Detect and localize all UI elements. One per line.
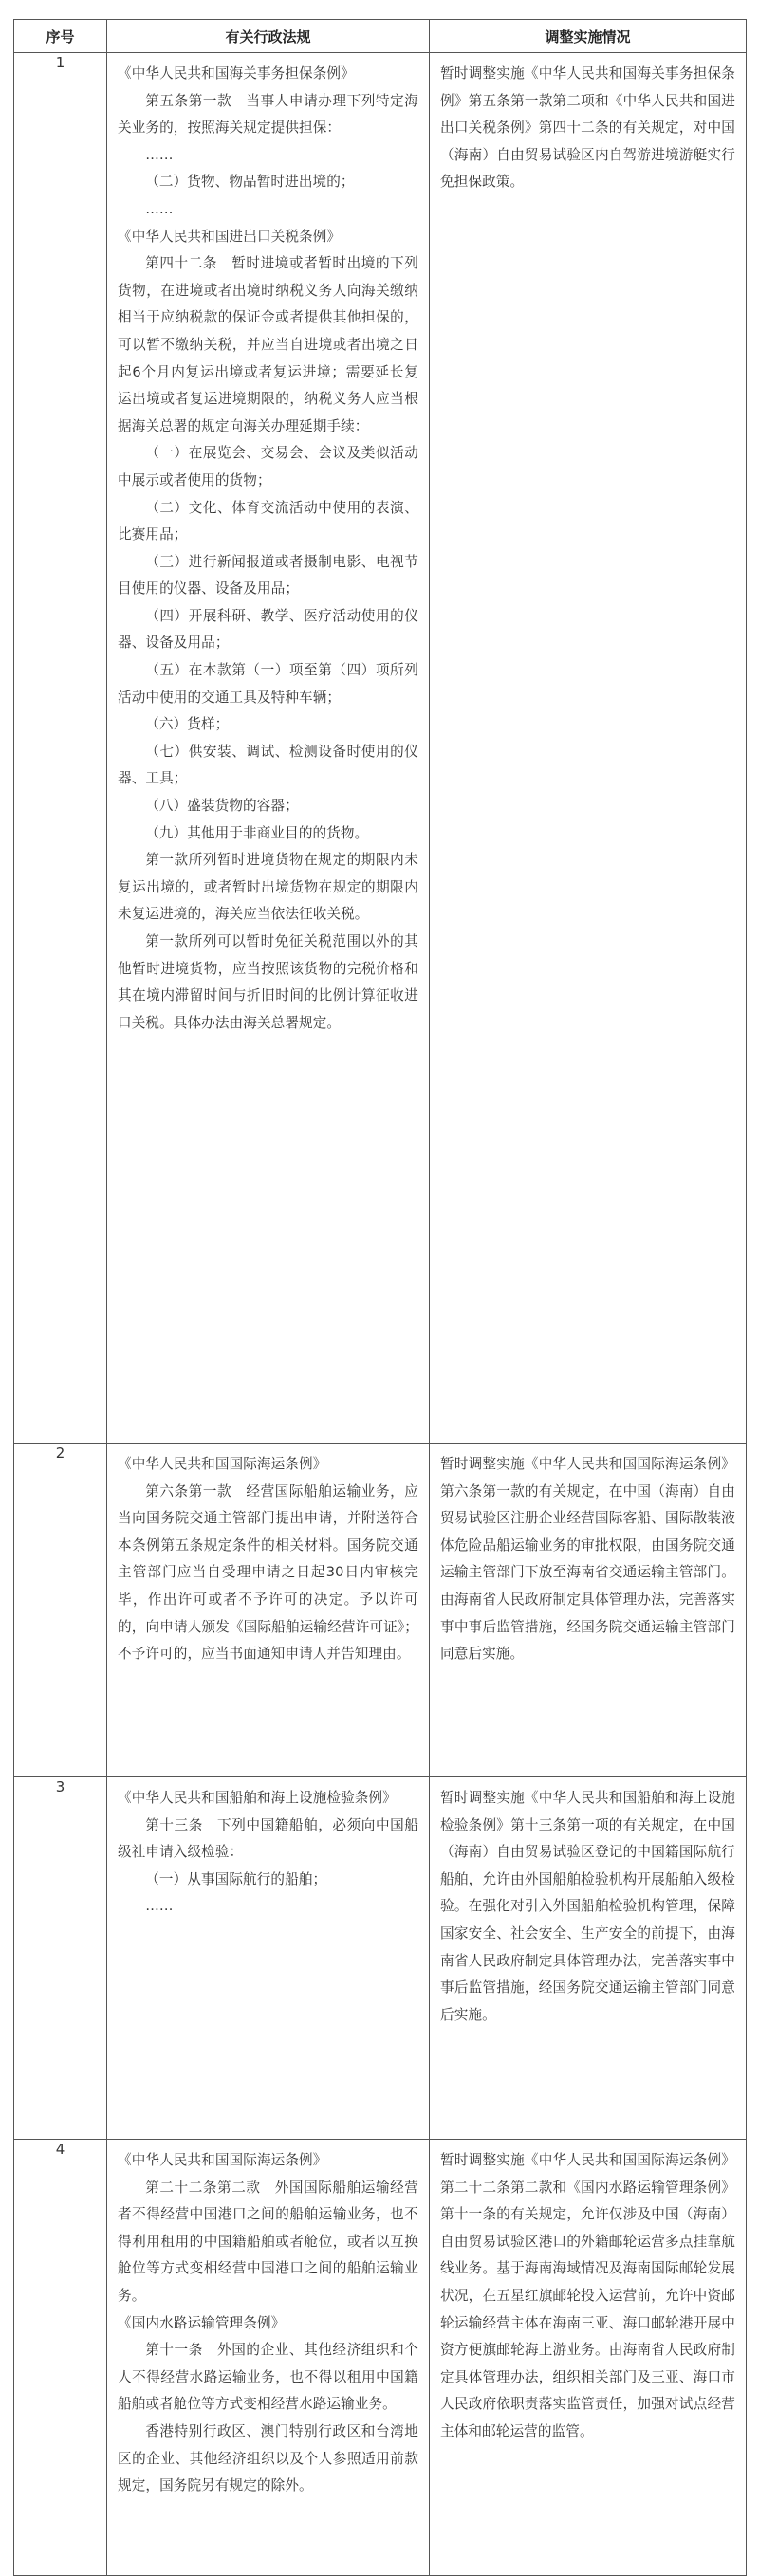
adjustment-paragraph: 暂时调整实施《中华人民共和国海关事务担保条例》第五条第一款第二项和《中华人民共和国进出口关税条例》第四十二条的有关规定，对中国（海南）自由贸易试验区内自驾游进境游艇实行免担保政策。 bbox=[440, 65, 735, 191]
regulation-text-cell bbox=[107, 1444, 430, 1777]
regulation-paragraph: （九）其他用于非商业目的的货物。 bbox=[145, 824, 369, 841]
header-serial-number: 序号 bbox=[14, 20, 107, 53]
regulation-paragraph: （五）在本款第（一）项至第（四）项所列活动中使用的交通工具及特种车辆； bbox=[118, 662, 418, 706]
adjustment-paragraph: 暂时调整实施《中华人民共和国船舶和海上设施检验条例》第十三条第一项的有关规定，在中国（海南）自由贸易试验区登记的中国籍国际航行船舶，允许由外国船舶检验机构开展船舶入级检验。在强化对引入外国船舶检验机构管理，保障国家安全、社会安全、生产安全的前提下，由海南省人民政府制定具体管理办法，完善落实事中事后监管措施，经国务院交通运输主管部门同意后实施。 bbox=[440, 1790, 735, 2023]
header-adjustment-status: 调整实施情况 bbox=[430, 20, 747, 53]
regulation-paragraph: …… bbox=[145, 200, 174, 217]
table-row bbox=[14, 1444, 747, 1777]
regulation-paragraph: （三）进行新闻报道或者摄制电影、电视节目使用的仪器、设备及用品； bbox=[118, 553, 418, 598]
regulation-paragraph: 第四十二条 暂时进境或者暂时出境的下列货物，在进境或者出境时纳税义务人向海关缴纳相当于应纳税款的保证金或者提供其他担保的，可以暂不缴纳关税，并应当自进境或者出境之日起6个月内复运出境或者复运进境；需要延长复运出境或者复运进境期限的，纳税义务人应当根据海关总署的规定向海关办理延期手续： bbox=[118, 255, 418, 434]
table-row bbox=[14, 53, 747, 1444]
row-serial-number: 4 bbox=[14, 2140, 107, 2576]
header-row bbox=[14, 20, 747, 53]
regulation-paragraph: …… bbox=[145, 1898, 174, 1915]
regulation-paragraph: （六）货样； bbox=[145, 716, 230, 733]
adjustment-text-cell bbox=[430, 1444, 747, 1777]
regulation-paragraph: （四）开展科研、教学、医疗活动使用的仪器、设备及用品； bbox=[118, 607, 418, 652]
regulation-title: 《中华人民共和国进出口关税条例》 bbox=[118, 228, 342, 245]
regulation-paragraph: （八）盛装货物的容器； bbox=[145, 798, 299, 815]
table-row bbox=[14, 2140, 747, 2576]
table-row bbox=[14, 1777, 747, 2140]
regulation-paragraph: 第六条第一款 经营国际船舶运输业务，应当向国务院交通主管部门提出申请，并附送符合本条例第五条规定条件的相关材料。国务院交通主管部门应当自受理申请之日起30日内审核完毕，作出许可或者不予许可的决定。予以许可的，向申请人颁发《国际船舶运输经营许可证》；不予许可的，应当书面通知申请人并告知理由。 bbox=[118, 1482, 418, 1663]
adjustment-paragraph: 暂时调整实施《中华人民共和国国际海运条例》第六条第一款的有关规定，在中国（海南）自由贸易试验区注册企业经营国际客船、国际散装液体危险品船运输业务的审批权限，由国务院交通运输主管部门下放至海南省交通运输主管部门。由海南省人民政府制定具体管理办法，完善落实事中事后监管措施，经国务院交通运输主管部门同意后实施。 bbox=[440, 1456, 735, 1663]
adjustment-paragraph: 暂时调整实施《中华人民共和国国际海运条例》第二十二条第二款和《国内水路运输管理条例》第十一条的有关规定，允许仅涉及中国（海南）自由贸易试验区港口的外籍邮轮运营多点挂靠航线业务。基于海南海域情况及海南国际邮轮发展状况，在五星红旗邮轮投入运营前，允许中资邮轮运输经营主体在海南三亚、海口邮轮港开展中资方便旗邮轮海上游业务。由海南省人民政府制定具体管理办法，组织相关部门及三亚、海口市人民政府依职责落实监管责任，加强对试点经营主体和邮轮运营的监管。 bbox=[440, 2152, 735, 2439]
regulation-title: 《中华人民共和国国际海运条例》 bbox=[118, 2152, 327, 2168]
regulation-title: 《中华人民共和国国际海运条例》 bbox=[118, 1456, 327, 1472]
regulation-text-cell bbox=[107, 2140, 430, 2576]
adjustment-text-cell bbox=[430, 1777, 747, 2140]
regulation-title: 《国内水路运输管理条例》 bbox=[118, 2314, 286, 2331]
adjustment-text-cell bbox=[430, 2140, 747, 2576]
regulation-paragraph: （七）供安装、调试、检测设备时使用的仪器、工具； bbox=[118, 743, 418, 787]
regulation-paragraph: 第十一条 外国的企业、其他经济组织和个人不得经营水路运输业务，也不得以租用中国籍船舶或者舱位等方式变相经营水路运输业务。 bbox=[118, 2342, 418, 2413]
regulation-paragraph: （一）在展览会、交易会、会议及类似活动中展示或者使用的货物； bbox=[118, 445, 418, 488]
regulation-paragraph: …… bbox=[145, 146, 174, 163]
regulation-paragraph: （二）文化、体育交流活动中使用的表演、比赛用品； bbox=[118, 499, 418, 543]
row-serial-number: 2 bbox=[14, 1444, 107, 1777]
row-serial-number: 3 bbox=[14, 1777, 107, 2140]
regulation-title: 《中华人民共和国船舶和海上设施检验条例》 bbox=[118, 1790, 397, 1806]
regulation-table-page bbox=[13, 19, 746, 2576]
row-serial-number: 1 bbox=[14, 53, 107, 1444]
table-body bbox=[14, 53, 747, 2576]
regulation-paragraph: 第一款所列暂时进境货物在规定的期限内未复运出境的，或者暂时出境货物在规定的期限内未复运进境的，海关应当依法征收关税。 bbox=[118, 852, 418, 923]
regulation-paragraph: 香港特别行政区、澳门特别行政区和台湾地区的企业、其他经济组织以及个人参照适用前款规定，国务院另有规定的除外。 bbox=[118, 2422, 418, 2494]
regulation-paragraph: 第五条第一款 当事人申请办理下列特定海关业务的，按照海关规定提供担保： bbox=[118, 92, 418, 137]
regulation-paragraph: 第一款所列可以暂时免征关税范围以外的其他暂时进境货物，应当按照该货物的完税价格和其在境内滞留时间与折旧时间的比例计算征收进口关税。具体办法由海关总署规定。 bbox=[118, 933, 418, 1031]
regulation-paragraph: 第十三条 下列中国籍船舶，必须向中国船级社申请入级检验： bbox=[118, 1816, 418, 1861]
adjustment-text-cell bbox=[430, 53, 747, 1444]
regulation-title: 《中华人民共和国海关事务担保条例》 bbox=[118, 65, 355, 82]
table-header bbox=[14, 20, 747, 53]
header-administrative-regulations: 有关行政法规 bbox=[107, 20, 430, 53]
regulation-text-cell bbox=[107, 53, 430, 1444]
regulation-paragraph: （二）货物、物品暂时进出境的； bbox=[145, 174, 355, 191]
regulation-paragraph: 第二十二条第二款 外国国际船舶运输经营者不得经营中国港口之间的船舶运输业务，也不得利用租用的中国籍船舶或者舱位，或者以互换舱位等方式变相经营中国港口之间的船舶运输业务。 bbox=[118, 2179, 418, 2304]
regulation-text-cell bbox=[107, 1777, 430, 2140]
regulation-paragraph: （一）从事国际航行的船舶； bbox=[145, 1870, 327, 1887]
regulation-adjustment-table bbox=[13, 19, 747, 2576]
